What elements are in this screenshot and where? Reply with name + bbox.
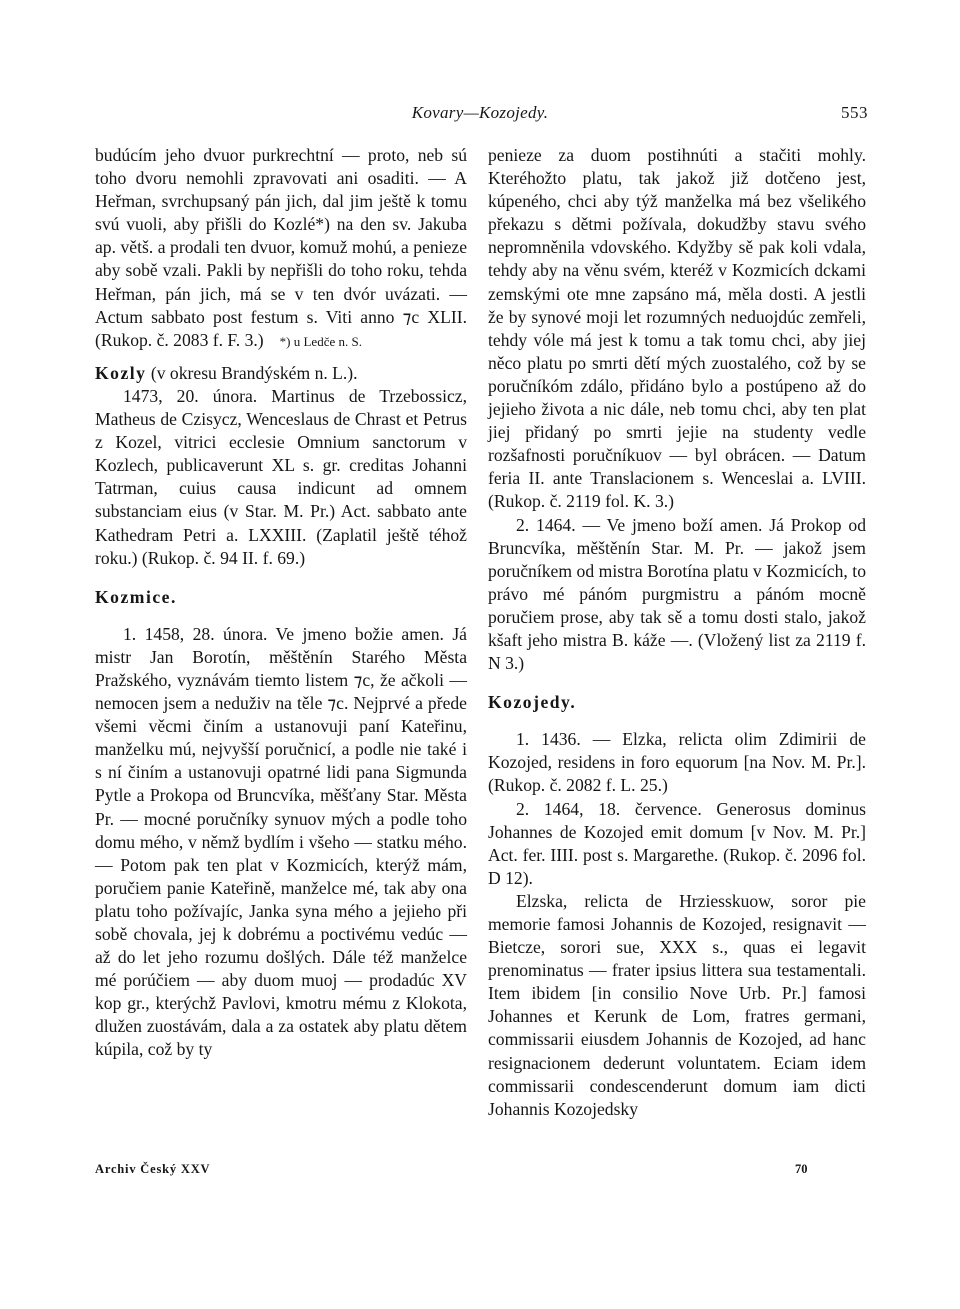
kozly-heading-line — [95, 362, 467, 385]
kozmice-entry-2: 2. 1464. — Ve jmeno boží amen. Já Prokop od Bruncvíka, měštěnín Star. M. Pr. — jakož jsem poručníkem od mistra Borotína platu v Kozmicích, to právo mé pánóm purgmistru a pánóm mocně poručiem prose, aby tak sě a tomu dosti stalo, jakož kšaft jeho mistra B. káže —. (Vložený list za 2119 f. N 3.) — [488, 514, 866, 674]
kovary-entry-continuation: budúcím jeho dvuor purkrechtní — proto, neb sú toho dvoru nemohli zpravovati ani osaditi. — A Heřman, svrchupsaný pán jich, dal jim ještě k tomu svú vuoli, aby přišli do Kozlé*) na den sv. Jakuba ap. větš. a prodali ten dvuor, komuž mohú, a penieze aby sobě vzali. Pakli by nepřišli do toho roku, tehda Heřman, pán jich, má se v ten dvór uvázati. — Actum sabbato post festum s. Viti anno ⁊c XLII. (Rukop. č. 2083 f. F. 3.) *) u Ledče n. S. — [95, 145, 467, 350]
kozojedy-entry-1: 1. 1436. — Elzka, relicta olim Zdimirii de Kozojed, residens in foro equorum [na Nov. M. Pr.]. (Rukop. č. 2082 f. L. 25.) — [488, 729, 866, 796]
footnote-kozle: *) u Ledče n. S. — [279, 333, 362, 349]
right-column — [488, 144, 866, 1121]
sheet-number: 70 — [795, 1162, 808, 1176]
kozly-district: (v okresu Brandýském n. L.). — [146, 362, 358, 383]
printer-signature: Archiv Český XXV — [95, 1162, 211, 1176]
heading-kozly: Kozly — [95, 362, 147, 383]
heading-kozojedy: Kozojedy. — [488, 692, 577, 713]
kozojedy-entry-3: Elzska, relicta de Hrziesskuow, soror pie memorie famosi Johannis de Kozojed, resignavit — Bietcze, sorori sue, XXX s., quas ei legavit prenominatus — frater ipsius littera sua testamentali. Item ibidem [in consilio Nove Urb. Pr.] famosi Johannes et Kerunk de Lom, fratres germani, commissarii eiusdem Johannis de Kozojed, ad hanc resignacionem dederunt voluntatem. Eciam idem commissarii condescenderunt domum iam dicti Johannis Kozojedsky — [488, 890, 866, 1119]
left-column — [95, 144, 467, 1062]
heading-kozmice: Kozmice. — [95, 586, 177, 607]
kozmice-entry-1-continuation: penieze za duom postihnúti a stačiti mohly. Kteréhožto platu, tak jakož již dotčeno jest, kúpeného, chci aby týž manželka má bez všelikého překazu s dětmi požívala, dokudžby stavu svého nepromněnila vdovského. Kdyžby sě pak koli vdala, tehdy aby na věnu svém, kteréž v Kozmicích dckami zemskými ote mne zapsáno má, měla dosti. A jestli že by synové moji let rozumných neduojdúc zemřeli, tehdy vóle má jest k tomu a tak tomu chci, aby jiej něco platu po smrti dětí mých zuostalého, což by se poručníkóm zdálo, přidáno bylo a postúpeno až do jejieho života a nic dále, neb tomu chci, aby ten plat jiej přidaný po smrti jejie na studenty vedle rozšafnosti poručníkuov — byl obrácen. — Datum feria II. ante Translacionem s. Wenceslai a. LVIII. (Rukop. č. 2119 fol. K. 3.) — [488, 145, 866, 512]
page-number: 553 — [841, 103, 868, 122]
kozly-entry: 1473, 20. února. Martinus de Trzebossicz, Matheus de Czisycz, Wenceslaus de Chrast et Petrus z Kozel, vitrici ecclesie Omnium sanctorum v Kozlech, publicaverunt XL s. gr. creditas Johanni Tatrman, cuius causa indicunt ad omnem substanciam eius (v Star. M. Pr.) Act. sabbato ante Kathedram Petri a. LXXIII. (Zaplatil ještě téhož roku.) (Rukop. č. 94 II. f. 69.) — [95, 385, 467, 568]
kozojedy-entry-2: 2. 1464, 18. července. Generosus dominus Johannes de Kozojed emit domum [v Nov. M. Pr.] Act. fer. IIII. post s. Margarethe. (Rukop. č. 2096 fol. D 12). — [488, 798, 866, 888]
kozmice-entry-1: 1. 1458, 28. února. Ve jmeno božie amen. Já mistr Jan Borotín, měštěnín Starého Města Pražského, vyznávám tiemto listem ⁊c, že ačkoli — nemocen jsem a neduživ na těle ⁊c. Nejprvé a přede všemi věcmi činím a ustanovuji paní Kateřinu, manželku mú, nejvyšší poručnicí, a podle nie také i s ní činím a ustanovuji opatrné lidi pana Sigmunda Pytle a Prokopa od Bruncvíka, měšťany Star. Města Pr. — mocné poručníky synuov mých a podle toho domu mého, v němž bydlím i všeho — statku mého. — Potom pak ten plat v Kozmicích, kterýž mám, poručiem panie Kateřině, manželce mé, tak aby ona platu toho požívajíc, Janka syna mého a jejieho při sobě chovala, jej k dobrému a poctivému vedúc — až do let jeho rozumu došlých. Dále též manželce mé porúčiem — aby duom muoj — prodadúc XV kop gr., kterýchž Pavlovi, kmotru mému z Klokota, dlužen zuostávám, dala a za ostatek aby platu dětem kúpila, což by ty — [95, 623, 467, 1060]
running-title: Kovary—Kozojedy. — [411, 103, 549, 122]
